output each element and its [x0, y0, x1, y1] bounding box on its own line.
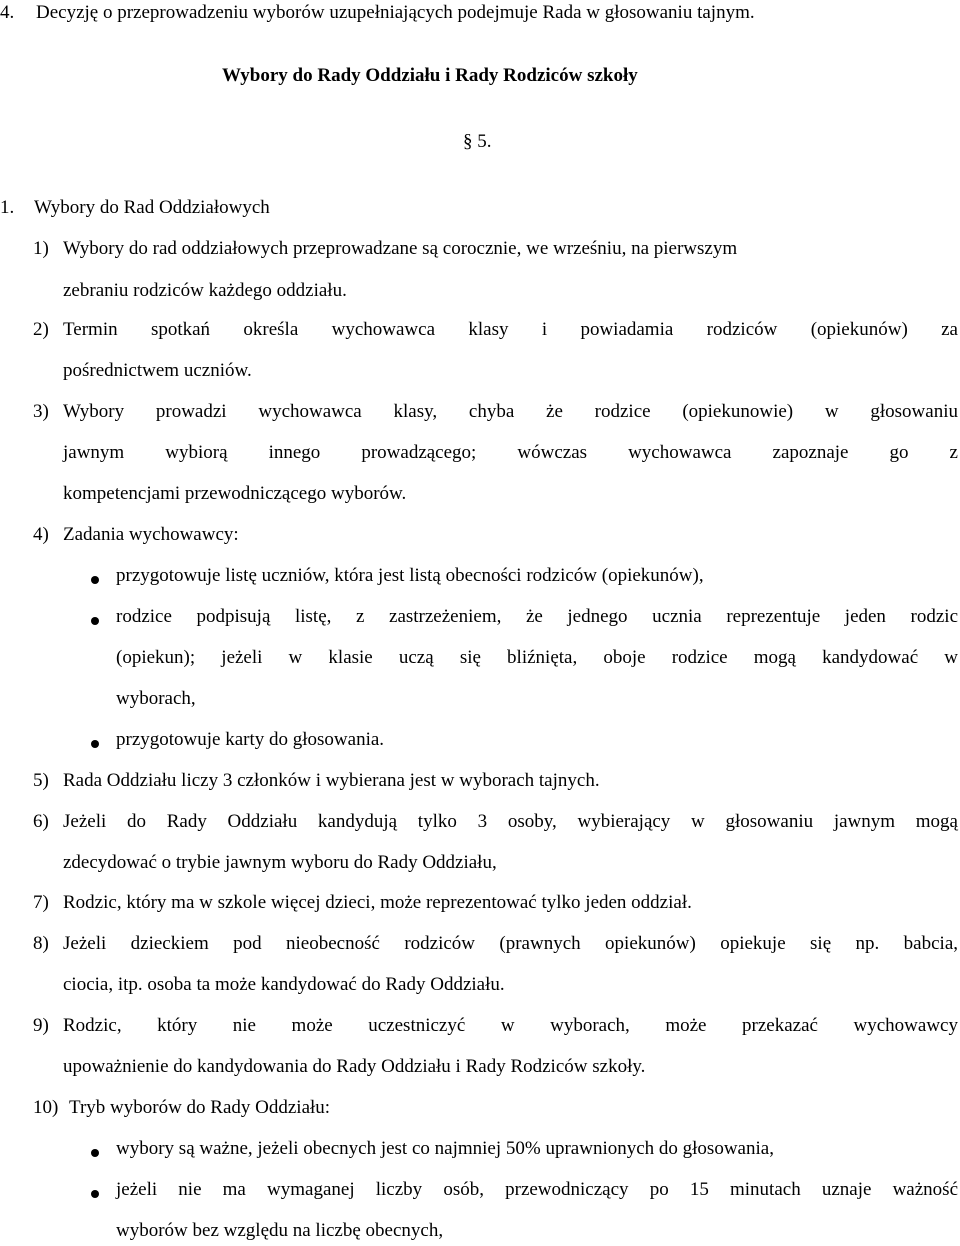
point-number: 2)	[33, 319, 49, 340]
point-text: Rodzic, który nie może uczestniczyć w wyborach, może przekazać wychowawcy	[63, 1015, 958, 1036]
point-text: jawnym wybiorą innego prowadzącego; wówczas wychowawca zapoznaje go z	[63, 442, 958, 463]
point-number: 4)	[33, 524, 49, 545]
item-text: Decyzję o przeprowadzeniu wyborów uzupełniających podejmuje Rada w głosowaniu tajnym.	[36, 2, 755, 23]
point-number: 9)	[33, 1015, 49, 1036]
point-text: zdecydować o trybie jawnym wyboru do Rady Oddziału,	[63, 852, 497, 873]
point-text: Wybory prowadzi wychowawca klasy, chyba że rodzice (opiekunowie) w głosowaniu	[63, 401, 958, 422]
point-number: 8)	[33, 933, 49, 954]
point-text: Jeżeli dzieckiem pod nieobecność rodziców (prawnych opiekunów) opiekuje się np. babcia,	[63, 933, 958, 954]
point-text: Tryb wyborów do Rady Oddziału:	[69, 1097, 331, 1118]
bullet-text: przygotowuje listę uczniów, która jest listą obecności rodziców (opiekunów),	[116, 565, 704, 586]
subsection-title: Wybory do Rad Oddziałowych	[34, 197, 270, 218]
point-text: Rodzic, który ma w szkole więcej dzieci, może reprezentować tylko jeden oddział.	[63, 892, 692, 913]
bullet-icon	[91, 1190, 99, 1198]
bullet-icon	[91, 576, 99, 584]
point-number: 7)	[33, 892, 49, 913]
point-text: zebraniu rodziców każdego oddziału.	[63, 280, 347, 301]
bullet-text: jeżeli nie ma wymaganej liczby osób, przewodniczący po 15 minutach uznaje ważność	[116, 1179, 958, 1200]
section-heading: Wybory do Rady Oddziału i Rady Rodziców szkoły	[222, 65, 638, 86]
point-number: 10)	[33, 1097, 59, 1118]
bullet-text: wybory są ważne, jeżeli obecnych jest co najmniej 50% uprawnionych do głosowania,	[116, 1138, 774, 1159]
bullet-icon	[91, 617, 99, 625]
bullet-icon	[91, 740, 99, 748]
point-text: Zadania wychowawcy:	[63, 524, 239, 545]
subsection-number: 1.	[0, 197, 15, 218]
point-text: Termin spotkań określa wychowawca klasy i powiadamia rodziców (opiekunów) za	[63, 319, 958, 340]
bullet-text: przygotowuje karty do głosowania.	[116, 729, 385, 750]
point-text: Rada Oddziału liczy 3 członków i wybierana jest w wyborach tajnych.	[63, 770, 600, 791]
point-text: ciocia, itp. osoba ta może kandydować do Rady Oddziału.	[63, 974, 505, 995]
bullet-text: rodzice podpisują listę, z zastrzeżeniem, że jednego ucznia reprezentuje jeden rodzic	[116, 606, 958, 627]
point-number: 6)	[33, 811, 49, 832]
point-text: Wybory do rad oddziałowych przeprowadzane są corocznie, we wrześniu, na pierwszym	[63, 238, 738, 259]
point-text: kompetencjami przewodniczącego wyborów.	[63, 483, 407, 504]
bullet-text: (opiekun); jeżeli w klasie uczą się bliźnięta, oboje rodzice mogą kandydować w	[116, 647, 958, 668]
point-text: Jeżeli do Rady Oddziału kandydują tylko 3 osoby, wybierający w głosowaniu jawnym mogą	[63, 811, 958, 832]
bullet-text: wyborów bez względu na liczbę obecnych,	[116, 1220, 444, 1241]
point-number: 5)	[33, 770, 49, 791]
point-text: pośrednictwem uczniów.	[63, 360, 252, 381]
item-number: 4.	[0, 2, 15, 23]
bullet-icon	[91, 1149, 99, 1157]
bullet-text: wyborach,	[116, 688, 196, 709]
point-text: upoważnienie do kandydowania do Rady Oddziału i Rady Rodziców szkoły.	[63, 1056, 646, 1077]
point-number: 3)	[33, 401, 49, 422]
point-number: 1)	[33, 238, 49, 259]
section-sign: § 5.	[463, 131, 492, 152]
